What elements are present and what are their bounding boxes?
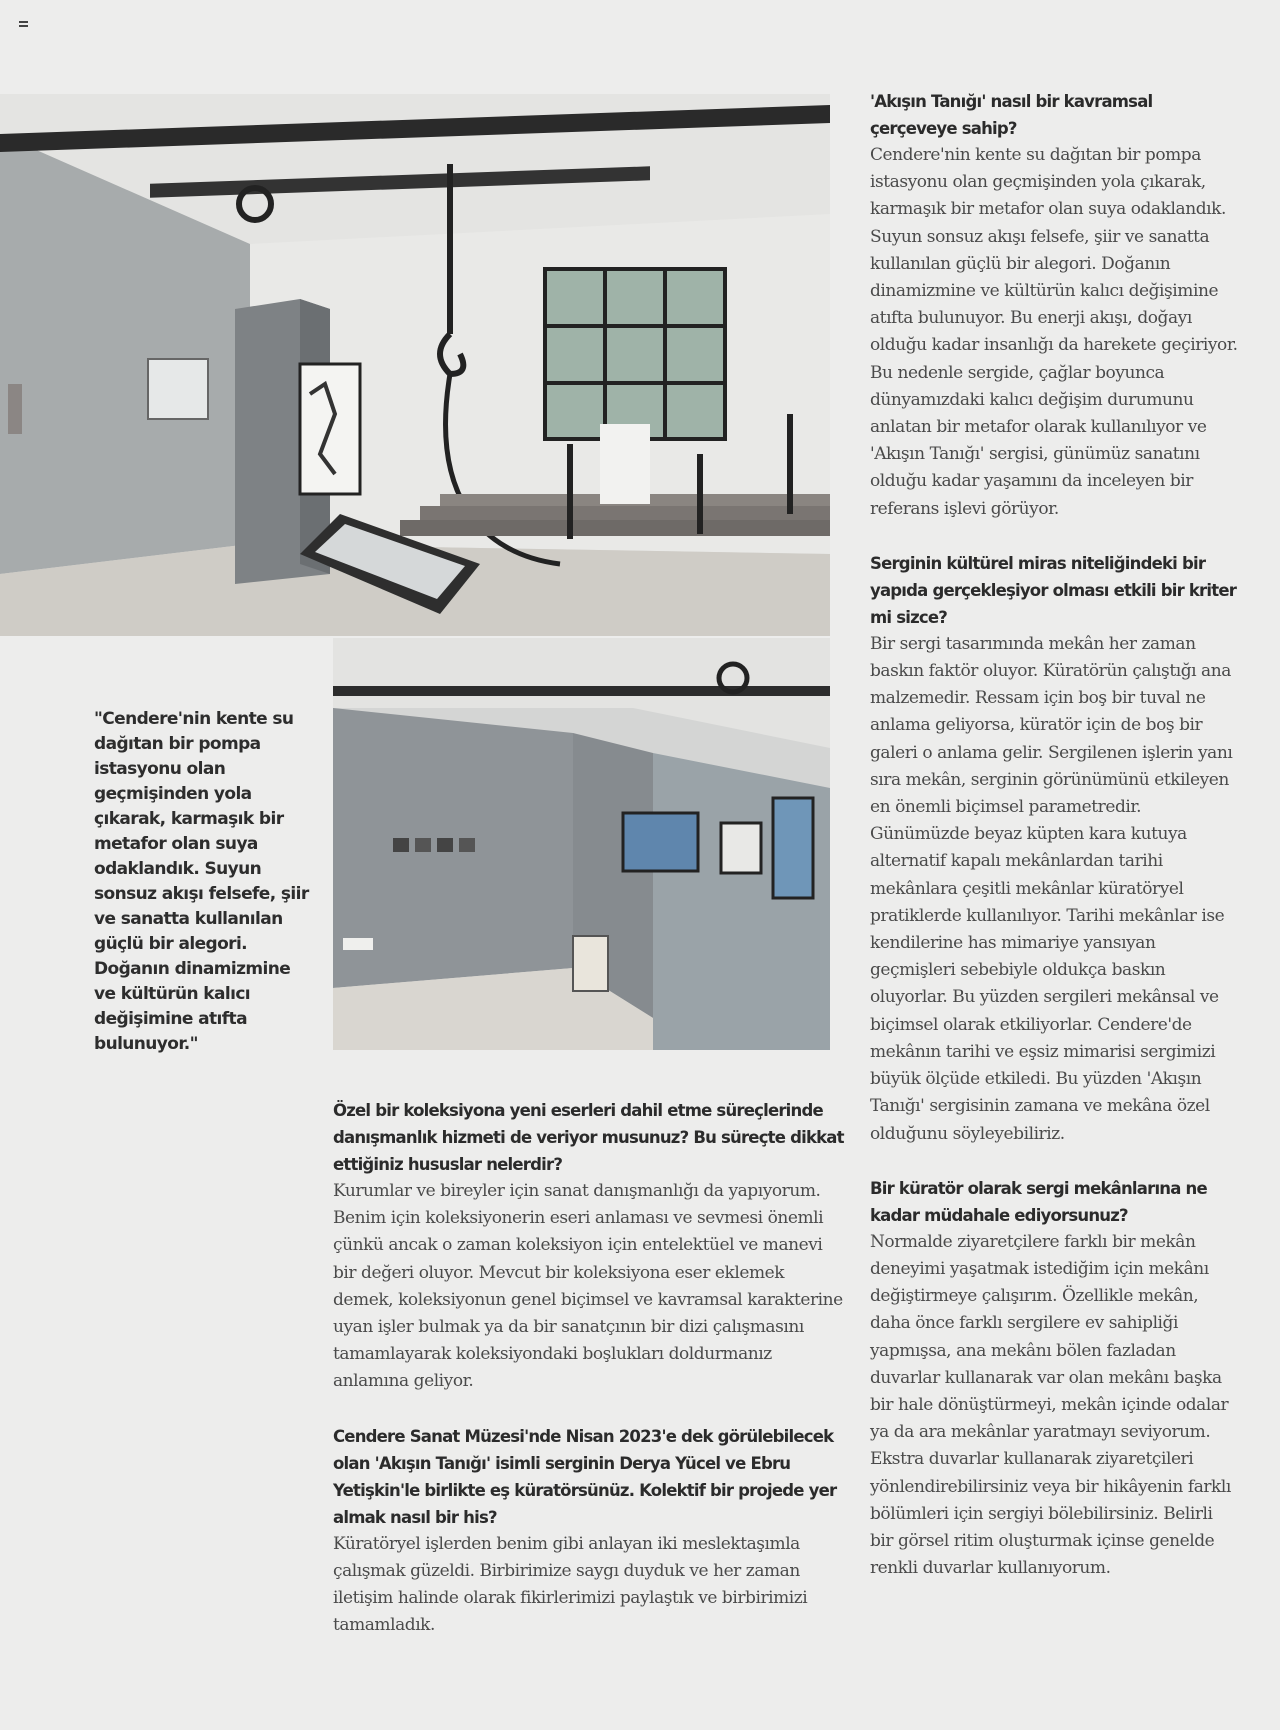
hamburger-menu-icon[interactable] <box>19 21 28 27</box>
answer-text: Bir sergi tasarımında mekân her zaman baskın faktör oluyor. Küratörün çalıştığı ana malzemedir. Ressam için boş bir tuval ne anlama geliyorsa, küratör için de boş bir galeri o anlama gelir. Sergilenen işlerin yanı sıra mekân, serginin görünümünü etkileyen en önemli biçimsel parametredir. Günümüzde beyaz küpten kara kutuya alternatif kapalı mekânlardan tarihi mekânlara çeşitli mekânlar küratöryel pratiklerde kullanılıyor. Tarihi mekânlar ise kendilerine has mimariye yansıyan geçmişleri sebebiyle oldukça baskın oluyorlar. Bu yüzden sergileri mekânsal ve biçimsel olarak etkiliyorlar. Cendere'de mekânın tarihi ve eşsiz mimarisi sergimizi büyük ölçüde etkiledi. Bu yüzden 'Akışın Tanığı' sergisinin zamana ve mekâna özel olduğunu söyleyebiliriz. <box>870 633 1233 1144</box>
museum-interior-image <box>333 638 830 1050</box>
answer-text: Cendere'nin kente su dağıtan bir pompa istasyonu olan geçmişinden yola çıkarak, karmaşık bir metafor olan suya odaklandık. Suyun sonsuz akışı felsefe, şiir ve sanatta kullanılan güçlü bir alegori. Doğanın dinamizmine ve kültürün kalıcı değişimine atıfta bulunuyor. Bu enerji akışı, doğayı olduğu kadar insanlığı da harekete geçiriyor. Bu nedenle sergide, çağlar boyunca dünyamızdaki kalıcı değişim durumunu anlatan bir metafor olarak kullanılıyor ve 'Akışın Tanığı' sergisi, günümüz sanatını olduğu kadar yaşamını da inceleyen bir referans işlevi görüyor. <box>870 145 1238 519</box>
gallery-photo-pump-hall <box>0 94 830 636</box>
middle-column <box>333 1097 848 1666</box>
qa-block <box>870 88 1240 523</box>
question-text: Serginin kültürel miras niteliğindeki bir yapıda gerçekleşiyor olması etkili bir kriter mi sizce? <box>870 553 1237 627</box>
question-text: Bir küratör olarak sergi mekânlarına ne kadar müdahale ediyorsunuz? <box>870 1178 1207 1225</box>
qa-block <box>333 1423 848 1640</box>
pull-quote: "Cendere'nin kente su dağıtan bir pompa istasyonu olan geçmişinden yola çıkarak, karmaşık bir metafor olan suya odaklandık. Suyun sonsuz akışı felsefe, şiir ve sanatta kullanılan güçlü bir alegori. Doğanın dinamizmine ve kültürün kalıcı değişimine atıfta bulunuyor." <box>94 709 309 1054</box>
answer-text: Küratöryel işlerden benim gibi anlayan iki meslektaşımla çalışmak güzeldi. Birbirimize saygı duyduk ve her zaman iletişim halinde olarak fikirlerimizi paylaştık ve birbirimizi tamamladık. <box>333 1533 808 1636</box>
question-text: Özel bir koleksiyona yeni eserleri dahil etme süreçlerinde danışmanlık hizmeti de veriyor musunuz? Bu süreçte dikkat ettiğiniz hususlar nelerdir? <box>333 1101 844 1174</box>
qa-block <box>870 550 1240 1148</box>
question-text: 'Akışın Tanığı' nasıl bir kavramsal çerçeveye sahip? <box>870 92 1153 138</box>
question-text: Cendere Sanat Müzesi'nde Nisan 2023'e dek görülebilecek olan 'Akışın Tanığı' isimli serginin Derya Yücel ve Ebru Yetişkin'le birlikte eş küratörsünüz. Kolektif bir projede yer almak nasıl bir his? <box>333 1426 837 1527</box>
right-column <box>870 88 1240 1609</box>
answer-text: Normalde ziyaretçilere farklı bir mekân deneyimi yaşatmak istediğim için mekânı değiştirmeye çalışırım. Özellikle mekân, daha önce farklı sergilere ev sahipliği yapmışsa, ana mekânı bölen fazladan duvarlar kullanarak var olan mekânı başka bir hale dönüştürmeyi, mekân içinde odalar ya da ara mekânlar yaratmayı seviyorum. Ekstra duvarlar kullanarak ziyaretçileri yönlendirebilirsiniz veya bir hikâyenin farklı bölümleri için sergiyi bölebilirsiniz. Belirli bir görsel ritim oluşturmak içinse genelde renkli duvarlar kullanıyorum. <box>870 1231 1231 1579</box>
qa-block <box>870 1175 1240 1583</box>
qa-block <box>333 1097 848 1396</box>
answer-text: Kurumlar ve bireyler için sanat danışmanlığı da yapıyorum. Benim için koleksiyonerin eseri anlaması ve sevmesi önemli çünkü ancak o zaman koleksiyon için entelektüel ve manevi bir değeri oluyor. Mevcut bir koleksiyona eser eklemek demek, koleksiyonun genel biçimsel ve kavramsal karakterine uyan işler bulmak ya da bir sanatçının bir dizi çalışmasını tamamlayarak koleksiyondaki boşlukları doldurmanız anlamına geliyor. <box>333 1181 843 1392</box>
museum-interior-image <box>0 94 830 636</box>
gallery-photo-grey-walls <box>333 638 830 1050</box>
